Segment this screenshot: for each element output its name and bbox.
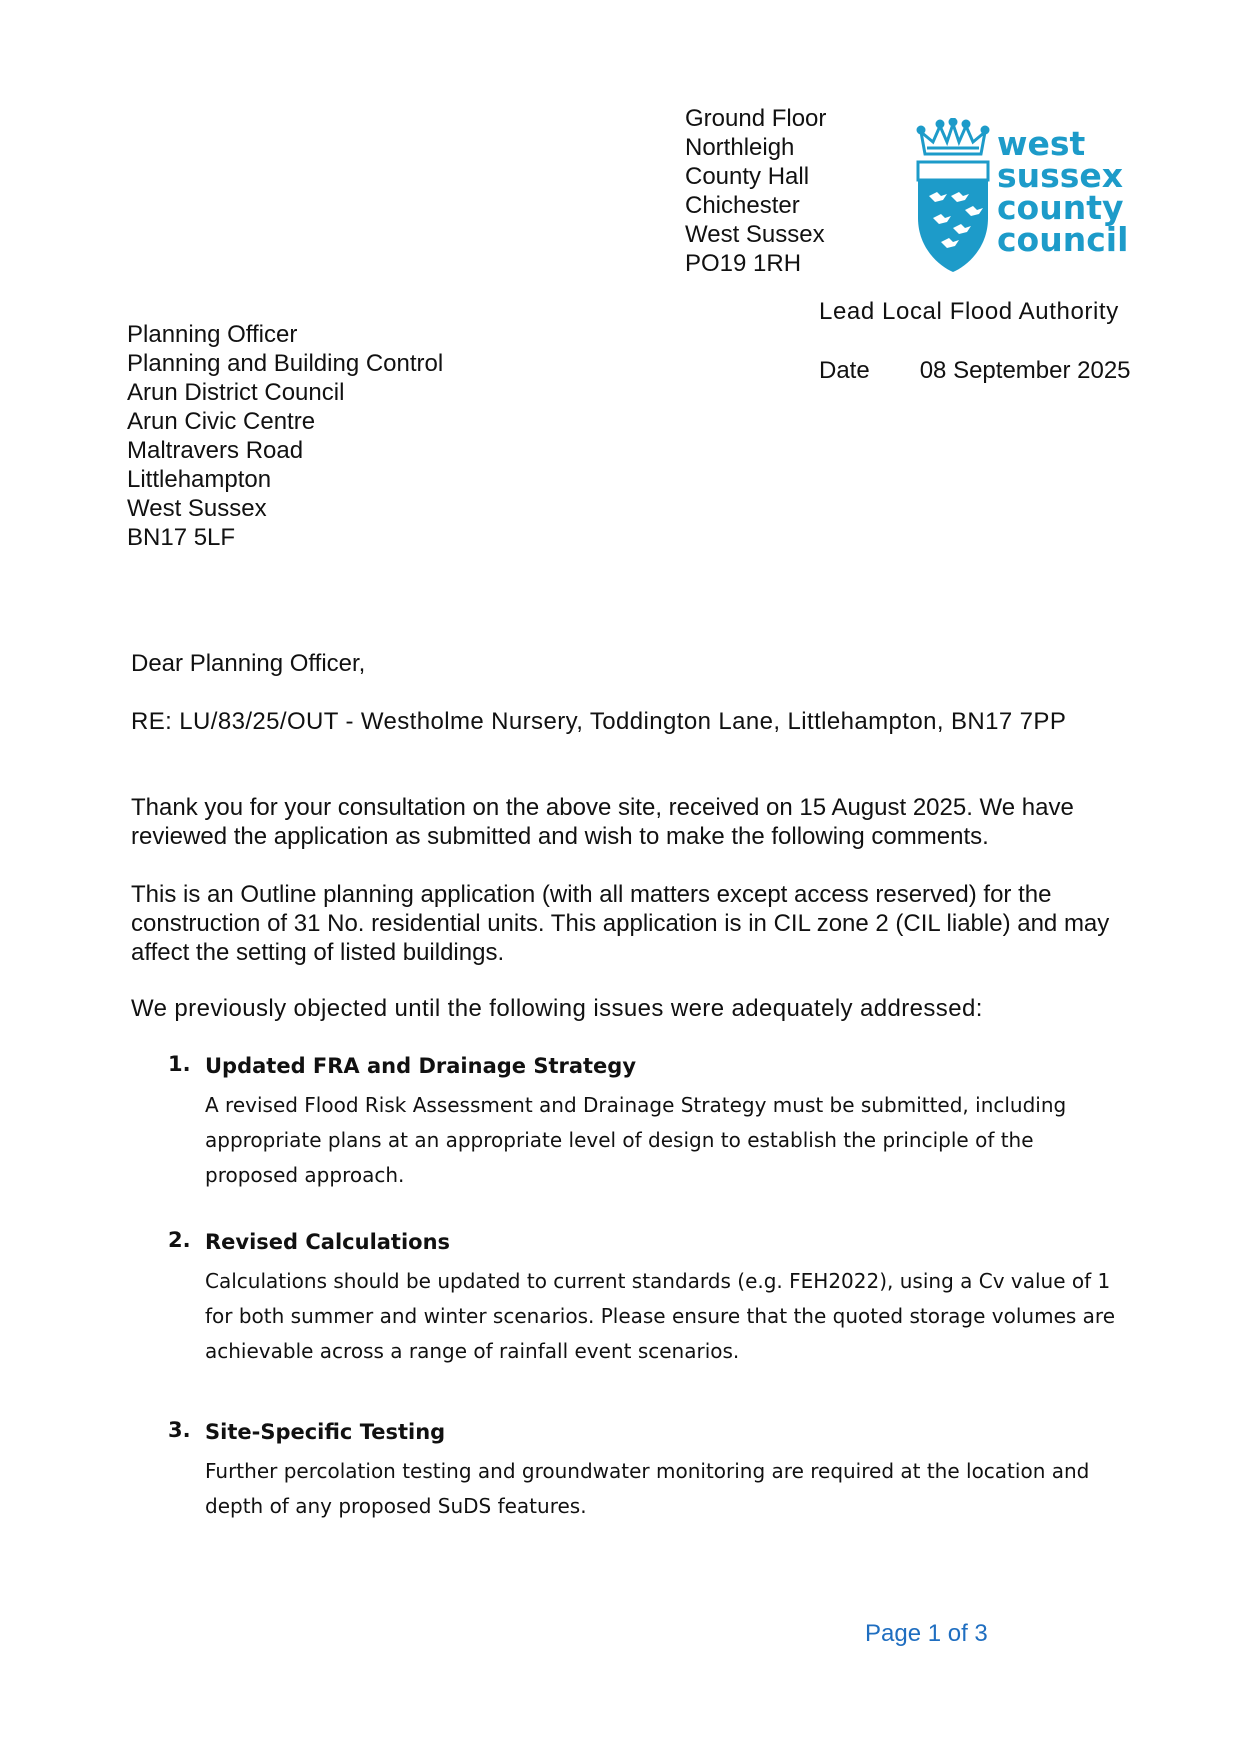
date-label: Date — [819, 357, 870, 384]
recipient-address — [127, 320, 443, 552]
address-line: PO19 1RH — [685, 250, 802, 277]
address-line: Northleigh — [685, 134, 795, 161]
sender-address — [685, 104, 826, 278]
address-line: Planning Officer — [127, 321, 298, 348]
address-line: Maltravers Road — [127, 437, 304, 464]
letter-date — [819, 357, 1131, 385]
issue-body: A revised Flood Risk Assessment and Drainage Strategy must be submitted, including appropriate plans at an appropriate level of design to establish the principle of the proposed approach. — [205, 1093, 1067, 1187]
issue-number: 1. — [168, 1052, 191, 1076]
address-line: County Hall — [685, 163, 810, 190]
address-line: Ground Floor — [685, 105, 827, 132]
issue-number: 2. — [168, 1228, 191, 1252]
address-line: Arun Civic Centre — [127, 408, 316, 435]
address-line: BN17 5LF — [127, 524, 236, 551]
logo-word: west — [997, 124, 1086, 163]
logo-word: council — [997, 220, 1129, 259]
reference-line: RE: LU/83/25/OUT - Westholme Nursery, Toddington Lane, Littlehampton, BN17 7PP — [131, 708, 1067, 735]
issue-body: Calculations should be updated to current standards (e.g. FEH2022), using a Cv value of 1 for both summer and winter scenarios. Please ensure that the quoted storage volumes are achievable across a range of rainfall event scenarios. — [205, 1269, 1115, 1363]
shield-icon — [918, 162, 988, 272]
date-value: 08 September 2025 — [919, 357, 1131, 384]
issue-item — [168, 1228, 1128, 1369]
issue-item — [168, 1418, 1128, 1524]
logo-word: county — [997, 188, 1124, 227]
body-paragraph: This is an Outline planning application (with all matters except access reserved) for the construction of 31 No. residential units. This application is in CIL zone 2 (CIL liable) and may affect the setting of listed buildings. — [131, 881, 1110, 966]
issue-heading: Site-Specific Testing — [205, 1420, 446, 1444]
body-paragraph: We previously objected until the following issues were adequately addressed: — [131, 995, 983, 1022]
issue-heading: Revised Calculations — [205, 1230, 451, 1254]
crown-icon — [918, 119, 988, 154]
salutation: Dear Planning Officer, — [131, 650, 366, 677]
body-paragraph: Thank you for your consultation on the above site, received on 15 August 2025. We have reviewed the application as submitted and wish to make the following comments. — [131, 794, 1074, 850]
address-line: Littlehampton — [127, 466, 272, 493]
address-line: Planning and Building Control — [127, 350, 444, 377]
issue-item — [168, 1052, 1128, 1193]
address-line: Arun District Council — [127, 379, 345, 406]
logo-word: sussex — [997, 156, 1124, 195]
address-line: West Sussex — [685, 221, 825, 248]
issue-body: Further percolation testing and groundwater monitoring are required at the location and depth of any proposed SuDS features. — [205, 1459, 1090, 1518]
page-number: Page 1 of 3 — [865, 1620, 988, 1647]
issue-heading: Updated FRA and Drainage Strategy — [205, 1054, 637, 1078]
authority-name: Lead Local Flood Authority — [819, 298, 1119, 325]
address-line: Chichester — [685, 192, 800, 219]
address-line: West Sussex — [127, 495, 267, 522]
issue-number: 3. — [168, 1418, 191, 1442]
west-sussex-county-council-logo — [915, 118, 1155, 276]
